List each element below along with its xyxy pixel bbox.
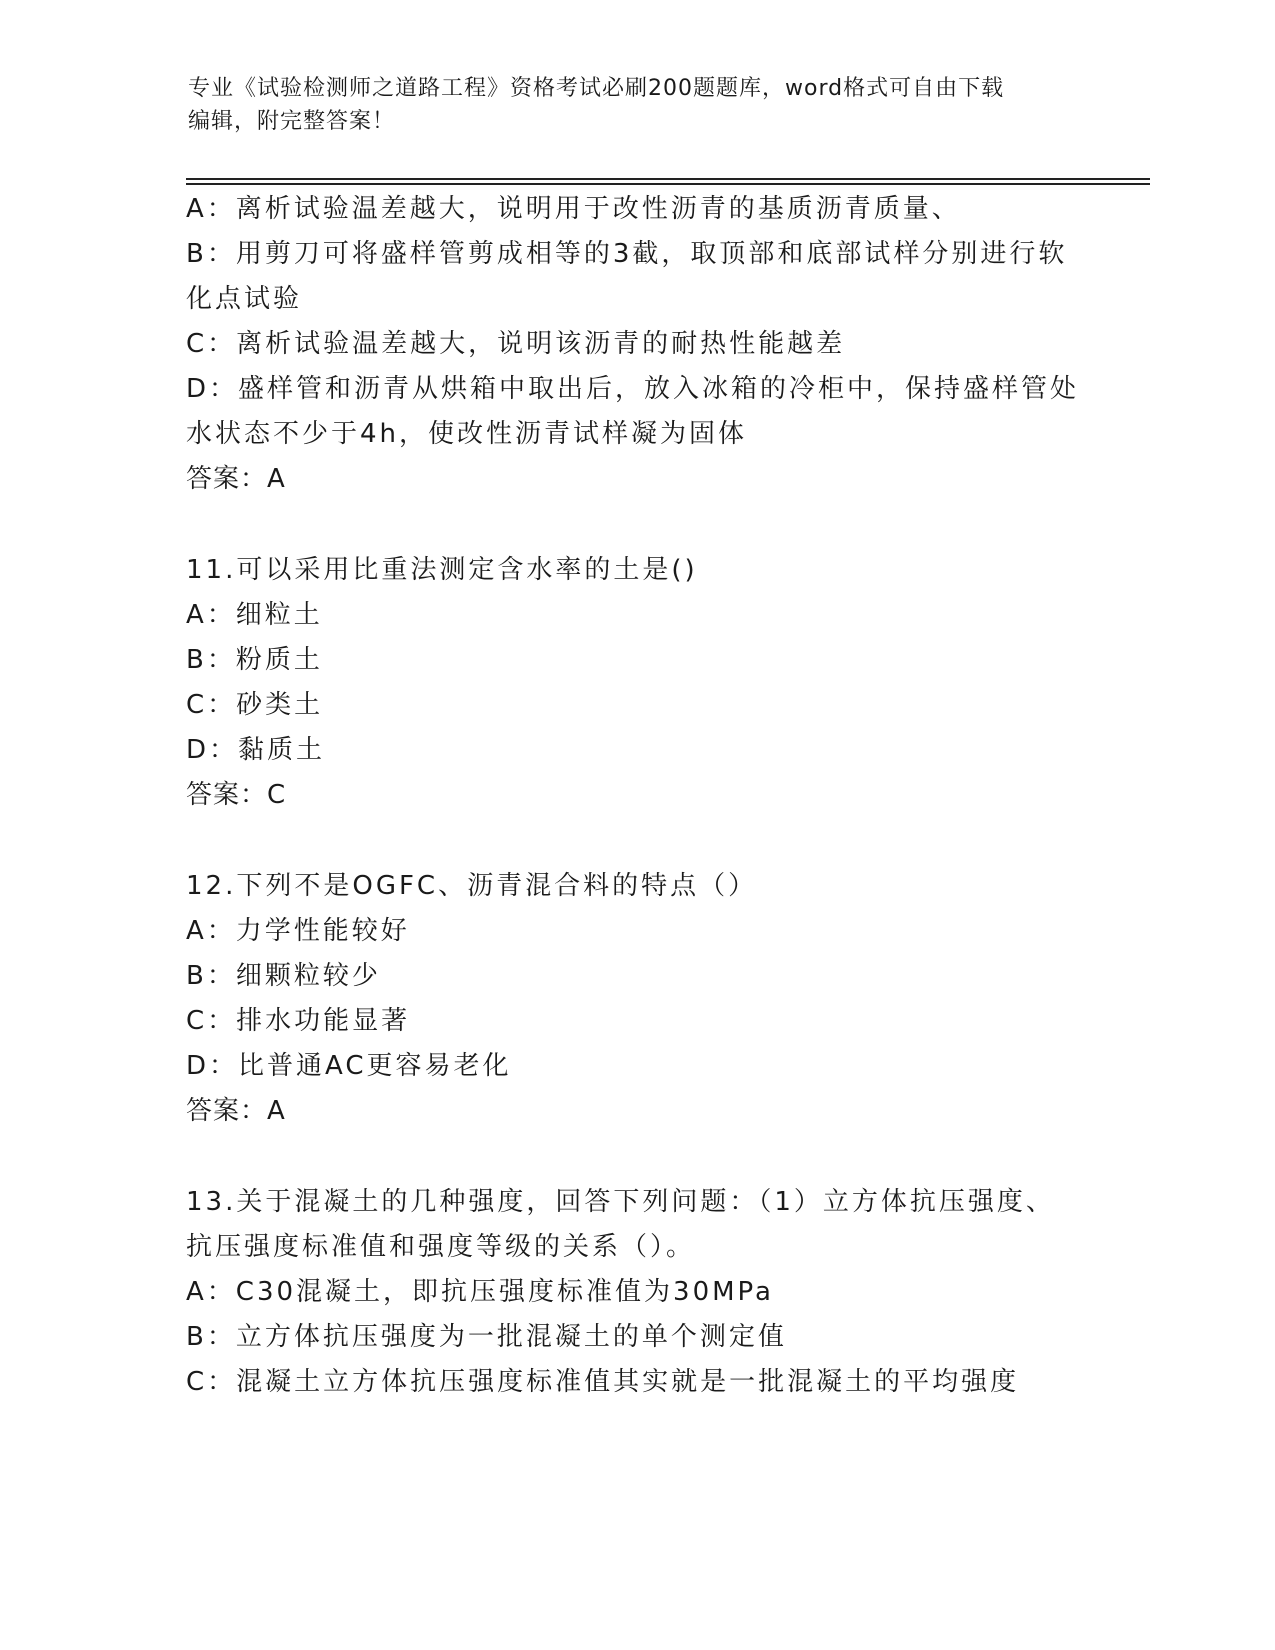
option-b: B：用剪刀可将盛样管剪成相等的3截，取顶部和底部试样分别进行软 xyxy=(186,239,1068,269)
question-title-continued: 抗压强度标准值和强度等级的关系（）。 xyxy=(186,1232,696,1262)
question-13 xyxy=(186,1180,1086,1405)
spacer xyxy=(186,818,1086,864)
option-c: C：砂类土 xyxy=(186,690,324,720)
spacer xyxy=(186,502,1086,548)
option-c: C：混凝土立方体抗压强度标准值其实就是一批混凝土的平均强度 xyxy=(186,1367,1020,1397)
option-b-continued: 化点试验 xyxy=(186,284,303,314)
option-d: D：黏质土 xyxy=(186,735,326,765)
option-b: B：粉质土 xyxy=(186,645,323,675)
header-line-2: 编辑，附完整答案！ xyxy=(188,109,396,134)
header-rule-bottom xyxy=(186,183,1150,185)
question-11 xyxy=(186,548,1086,818)
answer: 答案：A xyxy=(186,1096,286,1126)
option-a: A：力学性能较好 xyxy=(186,916,410,946)
option-a: A：C30混凝土，即抗压强度标准值为30MPa xyxy=(186,1277,774,1307)
question-12 xyxy=(186,864,1086,1134)
question-title: 11.可以采用比重法测定含水率的土是() xyxy=(186,555,698,585)
document-header xyxy=(188,72,1068,138)
question-title: 13.关于混凝土的几种强度，回答下列问题：（1）立方体抗压强度、 xyxy=(186,1187,1055,1217)
header-rule-top xyxy=(186,178,1150,180)
option-b: B：立方体抗压强度为一批混凝土的单个测定值 xyxy=(186,1322,787,1352)
spacer xyxy=(186,1134,1086,1180)
option-c: C：排水功能显著 xyxy=(186,1006,411,1036)
option-c: C：离析试验温差越大，说明该沥青的耐热性能越差 xyxy=(186,329,846,359)
option-d-continued: 水状态不少于4h，使改性沥青试样凝为固体 xyxy=(186,419,748,449)
answer: 答案：C xyxy=(186,780,287,810)
question-10 xyxy=(186,187,1086,502)
option-a: A：离析试验温差越大，说明用于改性沥青的基质沥青质量、 xyxy=(186,194,961,224)
option-d: D：盛样管和沥青从烘箱中取出后，放入冰箱的冷柜中，保持盛样管处 xyxy=(186,374,1080,404)
answer: 答案：A xyxy=(186,464,286,494)
option-a: A：细粒土 xyxy=(186,600,323,630)
option-b: B：细颗粒较少 xyxy=(186,961,381,991)
question-list xyxy=(186,187,1086,1405)
option-d: D：比普通AC更容易老化 xyxy=(186,1051,512,1081)
question-title: 12.下列不是OGFC、沥青混合料的特点（） xyxy=(186,871,758,901)
header-line-1: 专业《试验检测师之道路工程》资格考试必刷200题题库，word格式可自由下载 xyxy=(188,76,1005,101)
